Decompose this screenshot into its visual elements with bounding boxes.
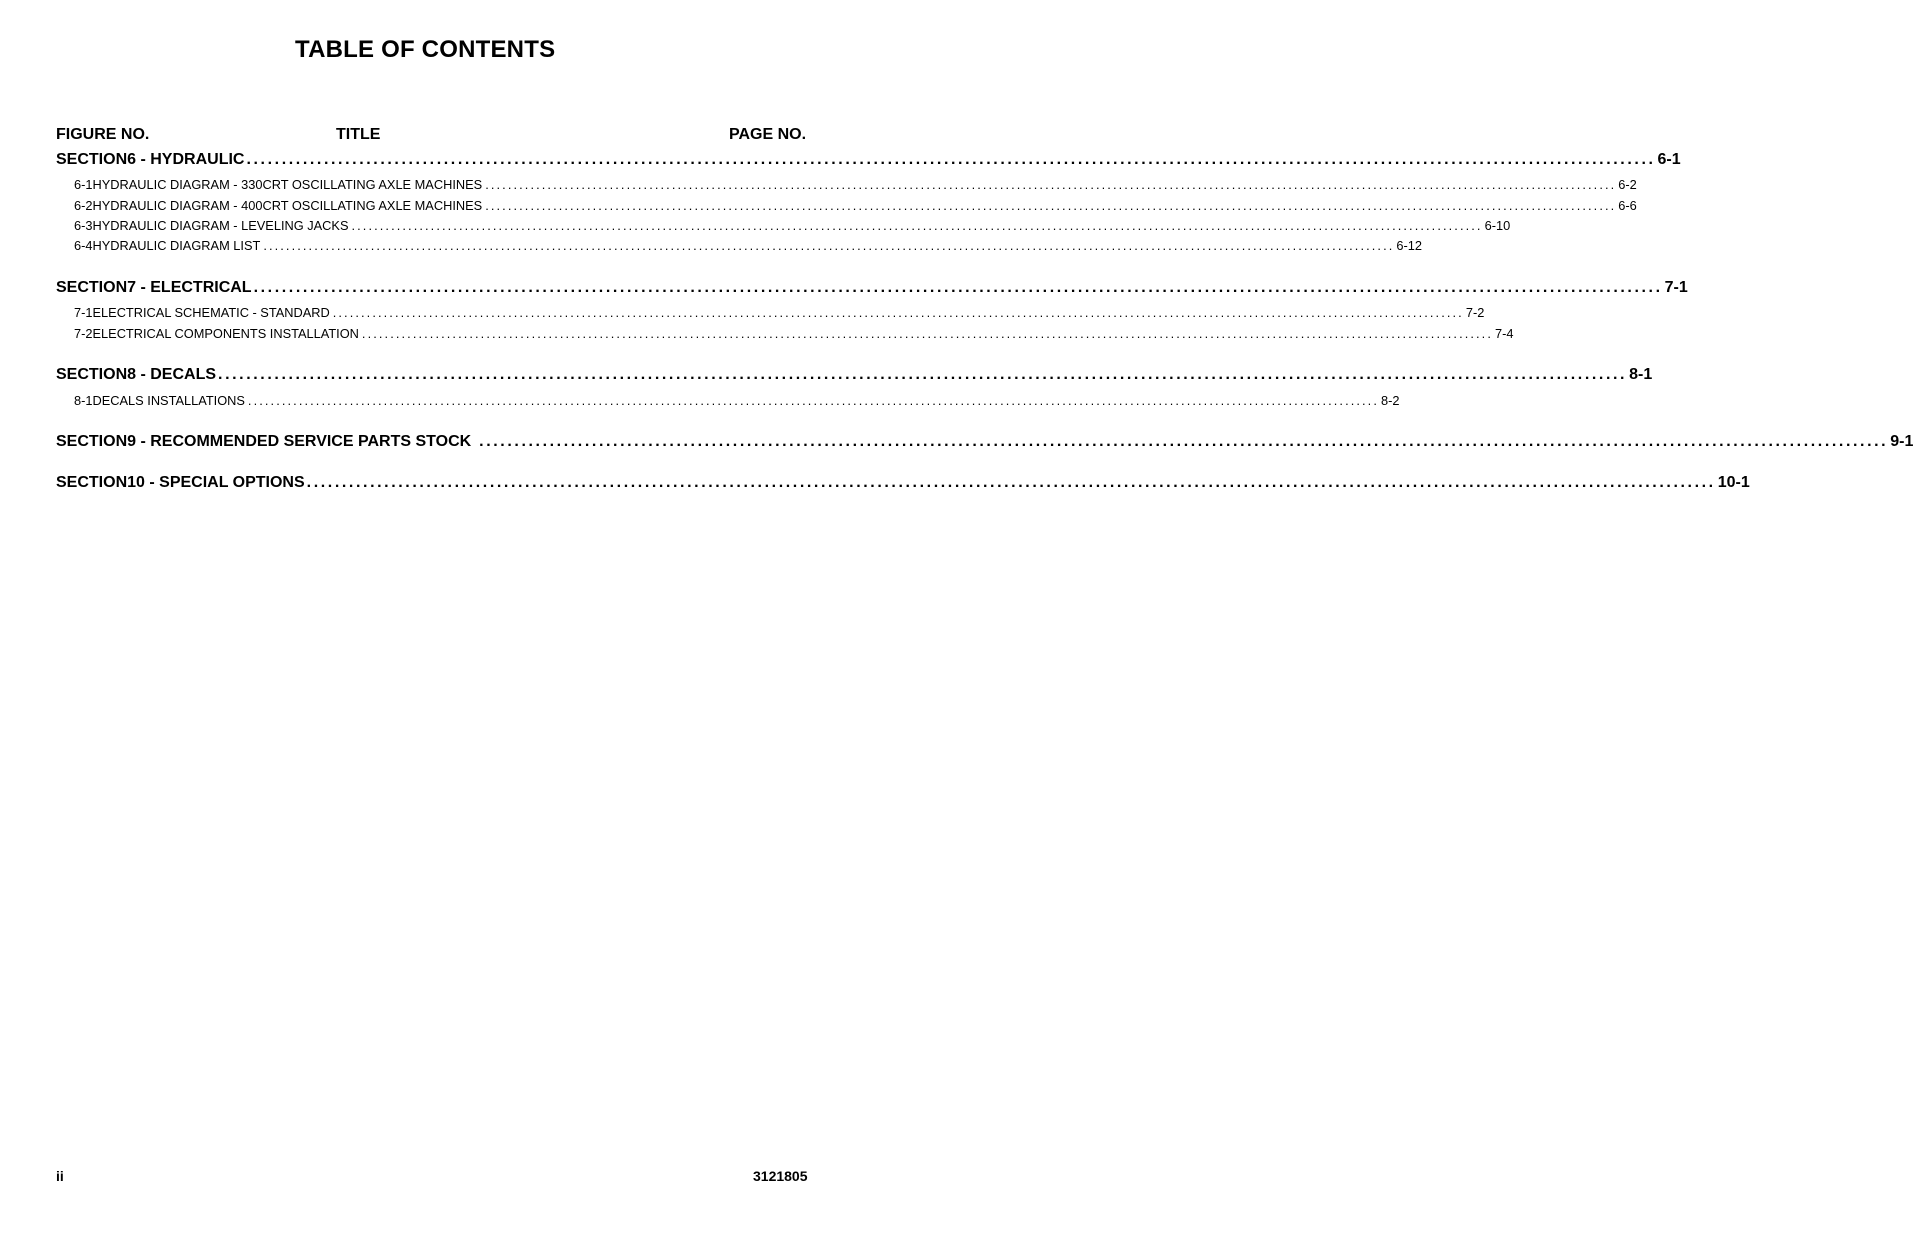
figure-page: 7-2 xyxy=(1465,305,1485,320)
toc-figure-7-1[interactable] xyxy=(74,304,1485,322)
toc-figure-6-3[interactable] xyxy=(74,217,1511,235)
section-label: SECTION xyxy=(56,474,128,491)
figure-title: HYDRAULIC DIAGRAM LIST xyxy=(92,238,261,253)
dot-leader: ........................................................................................................................................................................................................ xyxy=(361,326,1493,341)
section-title: 7 - ELECTRICAL xyxy=(127,279,252,296)
section-title: 8 - DECALS xyxy=(127,366,217,383)
toc-figure-7-2[interactable] xyxy=(74,325,1514,343)
dot-leader: ........................................................................................................................................................................................................ xyxy=(246,151,1656,168)
figure-title: ELECTRICAL SCHEMATIC - STANDARD xyxy=(92,305,330,320)
figure-number: 6-1 xyxy=(74,177,93,192)
toc-section-9[interactable] xyxy=(56,431,1913,453)
figure-number: 7-1 xyxy=(74,305,93,320)
toc-figure-8-1[interactable] xyxy=(74,392,1400,410)
section-label: SECTION xyxy=(56,366,128,383)
header-title: TITLE xyxy=(336,126,381,143)
section-page: 8-1 xyxy=(1629,366,1653,383)
section-page: 9-1 xyxy=(1890,433,1913,450)
toc-figure-6-1[interactable] xyxy=(74,176,1637,194)
section-label: SECTION xyxy=(56,433,128,450)
dot-leader: ........................................................................................................................................................................................................ xyxy=(253,279,1663,296)
figure-page: 8-2 xyxy=(1381,393,1400,408)
toc-figure-6-2[interactable] xyxy=(74,197,1637,215)
section-label: SECTION xyxy=(56,151,128,168)
section-title: 6 - HYDRAULIC xyxy=(127,151,245,168)
figure-title: ELECTRICAL COMPONENTS INSTALLATION xyxy=(92,326,359,341)
footer-page-number: ii xyxy=(56,1168,64,1184)
figure-title: HYDRAULIC DIAGRAM - 400CRT OSCILLATING AXLE MACHINES xyxy=(92,198,483,213)
dot-leader: ........................................................................................................................................................................................................ xyxy=(479,433,1889,450)
section-title: 10 - SPECIAL OPTIONS xyxy=(127,474,305,491)
section-label: SECTION xyxy=(56,279,128,296)
header-figure-no: FIGURE NO. xyxy=(56,126,150,143)
figure-page: 7-4 xyxy=(1495,326,1514,341)
figure-number: 8-1 xyxy=(74,393,93,408)
footer-document-number: 3121805 xyxy=(753,1168,808,1184)
figure-title: HYDRAULIC DIAGRAM - 330CRT OSCILLATING AXLE MACHINES xyxy=(92,177,483,192)
dot-leader: ........................................................................................................................................................................................................ xyxy=(485,198,1617,213)
figure-page: 6-10 xyxy=(1484,218,1511,233)
figure-title: HYDRAULIC DIAGRAM - LEVELING JACKS xyxy=(92,218,349,233)
toc-section-10[interactable] xyxy=(56,472,1750,494)
figure-number: 6-4 xyxy=(74,238,93,253)
dot-leader: ........................................................................................................................................................................................................ xyxy=(306,474,1716,491)
figure-page: 6-12 xyxy=(1396,238,1423,253)
section-title: 9 - RECOMMENDED SERVICE PARTS STOCK xyxy=(127,433,472,450)
figure-number: 7-2 xyxy=(74,326,93,341)
section-page: 10-1 xyxy=(1717,474,1750,491)
figure-number: 6-3 xyxy=(74,218,93,233)
dot-leader: ........................................................................................................................................................................................................ xyxy=(218,366,1628,383)
dot-leader: ........................................................................................................................................................................................................ xyxy=(351,218,1483,233)
header-page-no: PAGE NO. xyxy=(729,126,807,143)
figure-page: 6-2 xyxy=(1618,177,1637,192)
toc-figure-6-4[interactable] xyxy=(74,237,1423,255)
dot-leader: ........................................................................................................................................................................................................ xyxy=(332,305,1464,320)
toc-section-6[interactable] xyxy=(56,149,1681,171)
toc-section-8[interactable] xyxy=(56,364,1653,386)
toc-section-7[interactable] xyxy=(56,277,1688,299)
page-title: TABLE OF CONTENTS xyxy=(295,36,556,63)
dot-leader: ........................................................................................................................................................................................................ xyxy=(485,177,1617,192)
figure-title: DECALS INSTALLATIONS xyxy=(92,393,245,408)
section-page: 7-1 xyxy=(1664,279,1688,296)
dot-leader: ........................................................................................................................................................................................................ xyxy=(247,393,1379,408)
figure-page: 6-6 xyxy=(1618,198,1637,213)
dot-leader: ........................................................................................................................................................................................................ xyxy=(263,238,1395,253)
section-page: 6-1 xyxy=(1657,151,1681,168)
figure-number: 6-2 xyxy=(74,198,93,213)
